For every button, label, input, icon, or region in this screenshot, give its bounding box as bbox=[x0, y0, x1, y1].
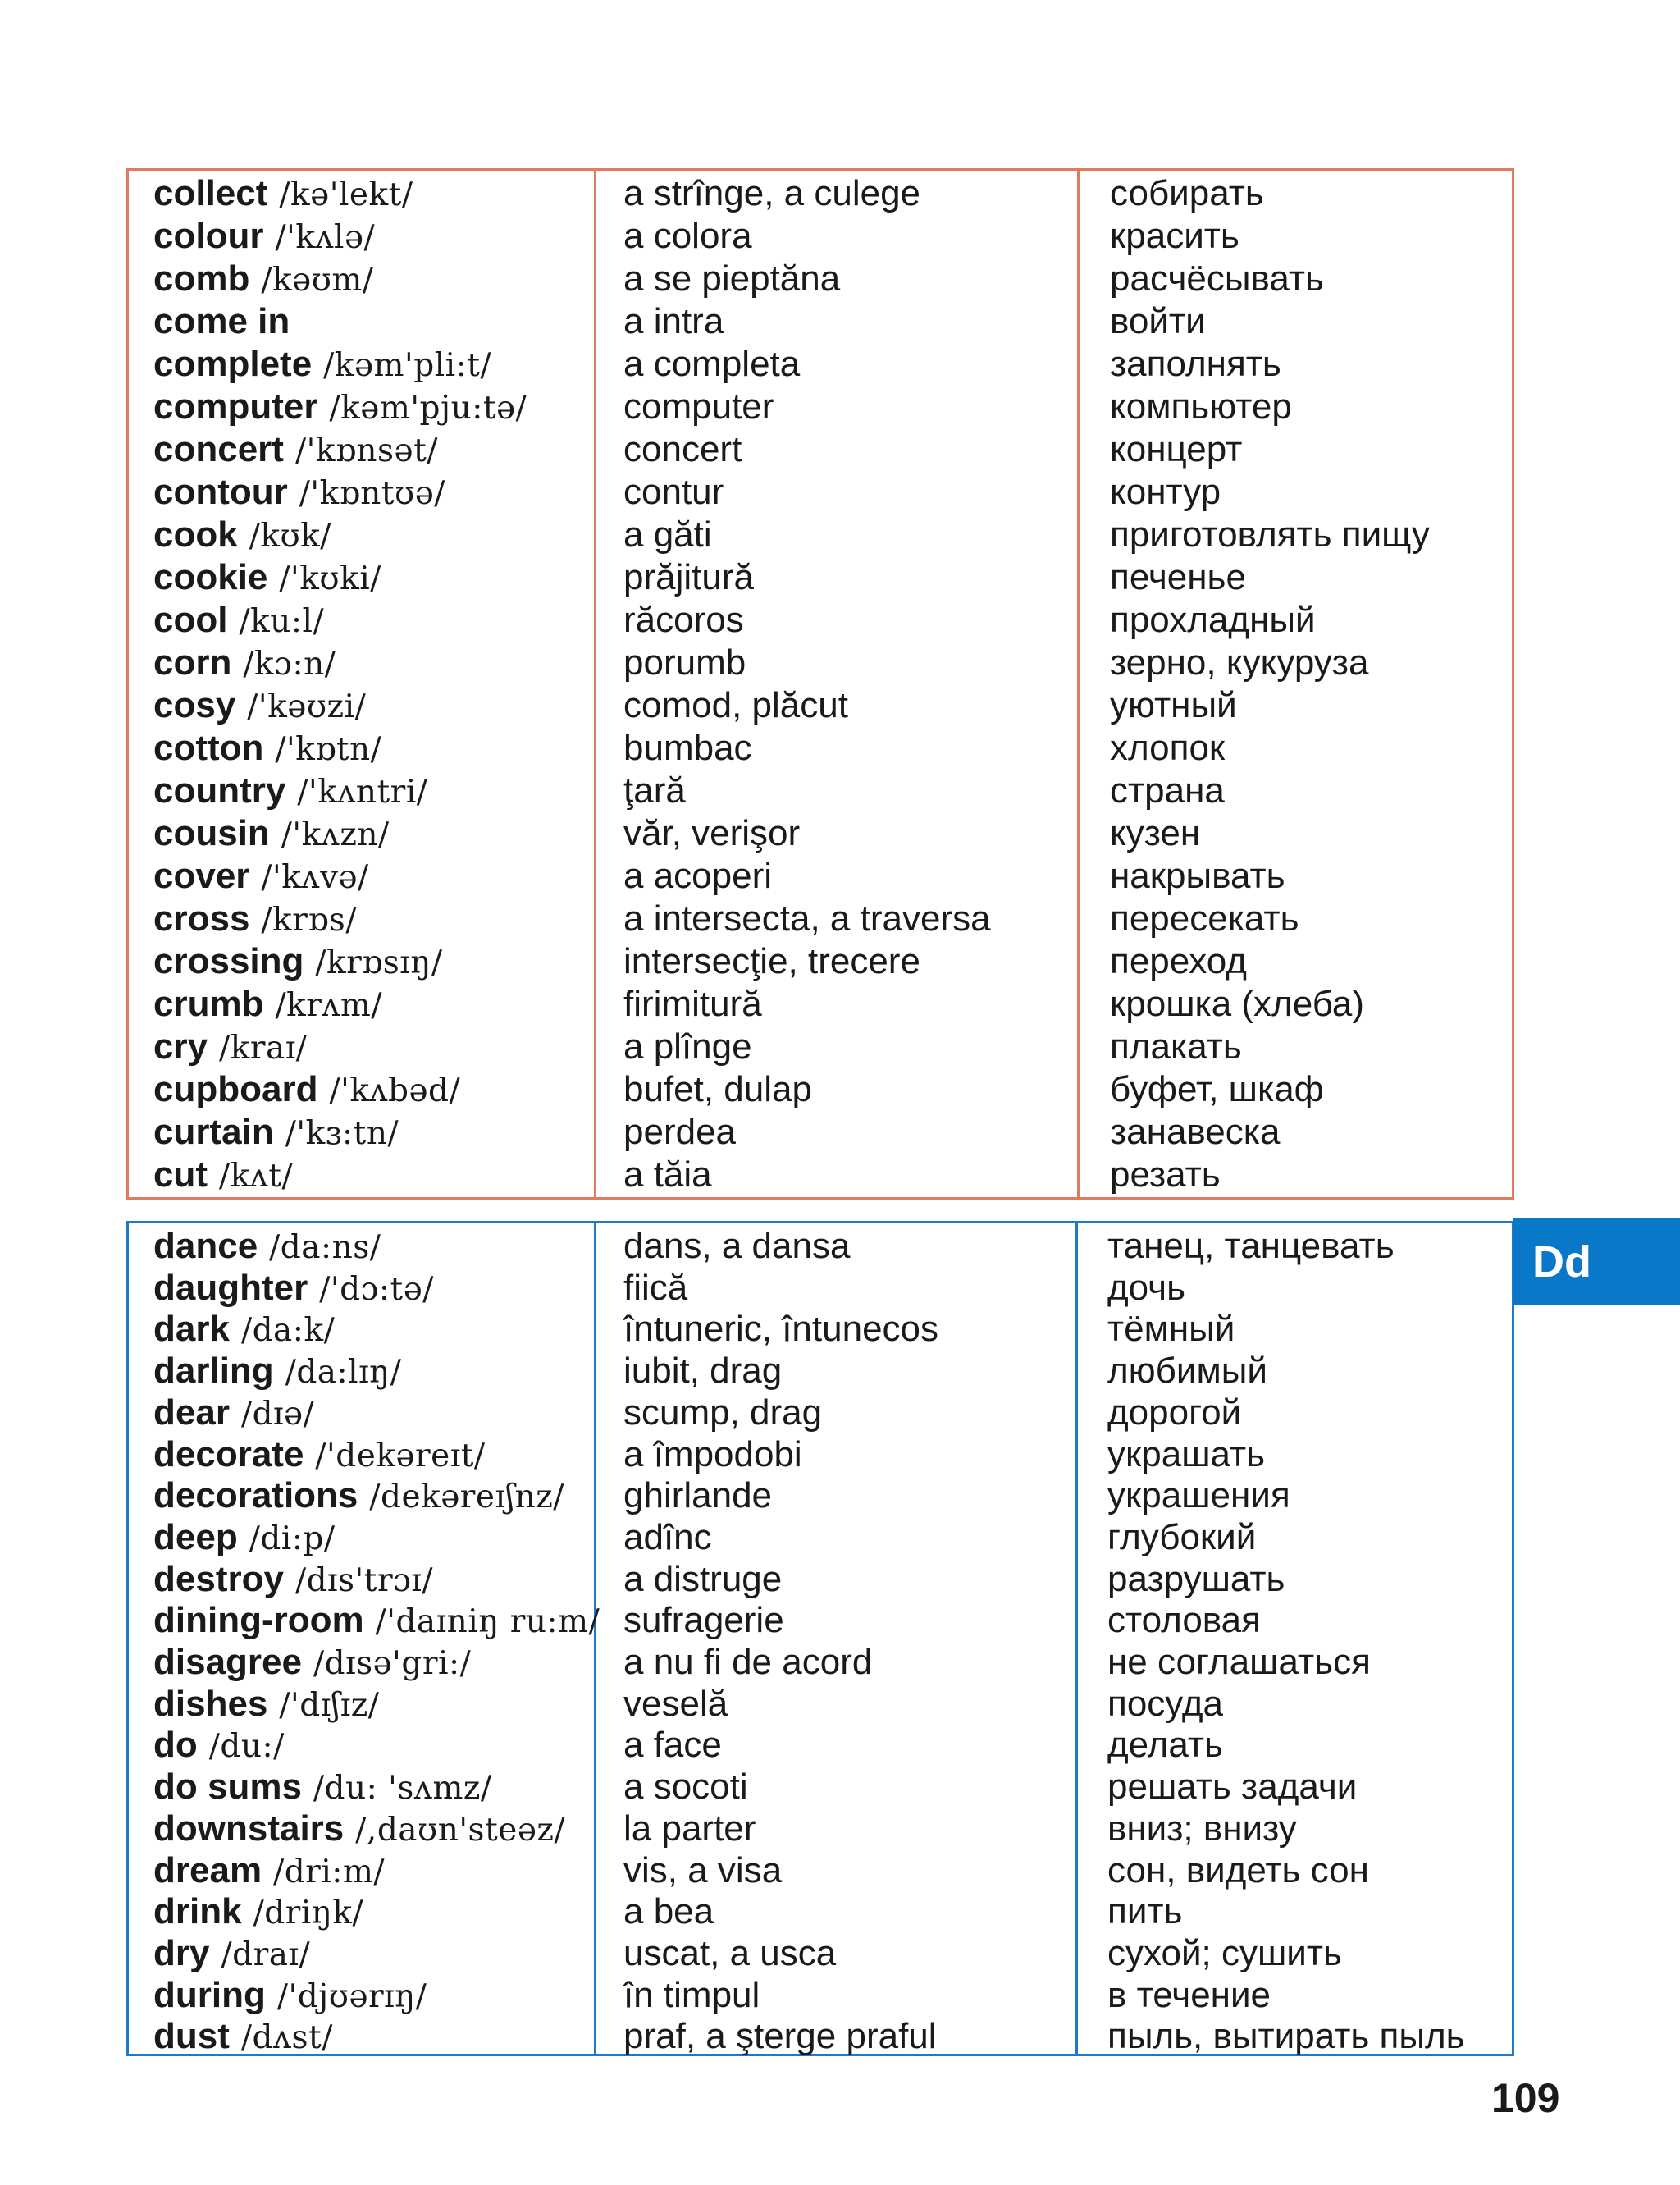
russian-translation: столовая bbox=[1107, 1600, 1261, 1641]
russian-translation: вниз; внизу bbox=[1107, 1808, 1297, 1849]
romanian-translation: firimitură bbox=[623, 984, 762, 1024]
table-row bbox=[129, 940, 1512, 983]
table-row bbox=[129, 812, 1512, 855]
russian-translation: прохладный bbox=[1110, 600, 1316, 640]
headword: comb bbox=[153, 258, 250, 299]
transcription: /'kʊki/ bbox=[279, 560, 381, 597]
russian-translation: кузен bbox=[1110, 813, 1201, 853]
table-row bbox=[129, 1641, 1512, 1683]
transcription: /dri:m/ bbox=[273, 1853, 386, 1890]
headword: dining-room bbox=[153, 1600, 364, 1641]
transcription: /'dɔ:tə/ bbox=[319, 1270, 434, 1308]
headword: contour bbox=[153, 472, 288, 512]
table-row bbox=[129, 1932, 1512, 1974]
transcription: /dɪs'trɔɪ/ bbox=[294, 1561, 434, 1599]
table-row bbox=[129, 514, 1512, 556]
russian-translation: хлопок bbox=[1110, 728, 1226, 768]
romanian-translation: computer bbox=[623, 386, 774, 427]
headword: cry bbox=[153, 1026, 208, 1067]
romanian-translation: scump, drag bbox=[623, 1392, 823, 1433]
english-entry bbox=[153, 428, 438, 473]
romanian-translation: răcoros bbox=[623, 600, 744, 640]
transcription: /'kʌzn/ bbox=[281, 816, 390, 853]
english-entry bbox=[153, 1974, 427, 2018]
english-entry bbox=[153, 940, 443, 985]
english-entry bbox=[153, 1392, 314, 1435]
transcription: /da:ns/ bbox=[269, 1229, 381, 1266]
russian-translation: посуда bbox=[1107, 1683, 1223, 1724]
table-row bbox=[129, 556, 1512, 599]
english-entry bbox=[153, 1111, 399, 1155]
english-entry bbox=[153, 343, 491, 387]
romanian-translation: comod, plăcut bbox=[623, 685, 848, 725]
russian-translation: крошка (хлеба) bbox=[1110, 984, 1365, 1024]
headword: disagree bbox=[153, 1642, 302, 1682]
romanian-translation: ghirlande bbox=[623, 1475, 773, 1516]
transcription: /'kəʊzi/ bbox=[247, 688, 367, 725]
headword: cover bbox=[153, 856, 250, 896]
transcription: /'dɪʃɪz/ bbox=[279, 1686, 380, 1724]
transcription: /,daʊn'steəz/ bbox=[355, 1811, 566, 1849]
headword: do sums bbox=[153, 1767, 302, 1808]
english-entry bbox=[153, 1267, 434, 1310]
english-entry bbox=[153, 1849, 385, 1893]
page-number: 109 bbox=[1491, 2075, 1560, 2121]
transcription: /da:k/ bbox=[240, 1312, 336, 1350]
table-row bbox=[129, 1392, 1512, 1433]
english-entry bbox=[153, 1308, 335, 1351]
transcription: /kraɪ/ bbox=[219, 1030, 308, 1067]
transcription: /kə'lekt/ bbox=[279, 176, 413, 213]
table-row bbox=[129, 770, 1512, 812]
headword: dance bbox=[153, 1226, 258, 1266]
transcription: /ku:l/ bbox=[239, 603, 325, 640]
romanian-translation: praf, a şterge praful bbox=[623, 2016, 937, 2057]
headword: crossing bbox=[153, 941, 304, 981]
russian-translation: уютный bbox=[1110, 685, 1237, 725]
russian-translation: любимый bbox=[1107, 1351, 1267, 1392]
russian-translation: пыль, вытирать пыль bbox=[1107, 2016, 1465, 2057]
transcription: /kʌt/ bbox=[219, 1158, 294, 1195]
transcription: /da:lɪŋ/ bbox=[285, 1354, 402, 1392]
english-entry bbox=[153, 1766, 492, 1809]
russian-translation: делать bbox=[1107, 1725, 1223, 1766]
romanian-translation: a împodobi bbox=[623, 1433, 802, 1474]
romanian-translation: a socoti bbox=[623, 1767, 748, 1808]
transcription: /driŋk/ bbox=[253, 1895, 364, 1932]
headword: dark bbox=[153, 1309, 230, 1350]
russian-translation: украшения bbox=[1107, 1475, 1290, 1516]
english-entry bbox=[153, 898, 357, 942]
russian-translation: в течение bbox=[1107, 1974, 1271, 2015]
transcription: /kəm'pli:t/ bbox=[323, 347, 492, 384]
romanian-translation: a se pieptăna bbox=[623, 258, 841, 299]
english-entry bbox=[153, 1068, 460, 1113]
english-entry bbox=[153, 599, 324, 643]
table-row bbox=[129, 1433, 1512, 1475]
transcription: /'kʌlə/ bbox=[275, 219, 376, 256]
table-row bbox=[129, 1111, 1512, 1154]
russian-translation: пить bbox=[1107, 1891, 1183, 1932]
table-row bbox=[129, 1974, 1512, 2016]
transcription: /dʌst/ bbox=[240, 2019, 333, 2057]
russian-translation: зерно, кукуруза bbox=[1110, 642, 1369, 683]
romanian-translation: a plînge bbox=[623, 1026, 752, 1067]
english-entry bbox=[153, 1890, 363, 1934]
english-entry bbox=[153, 386, 527, 430]
headword: cotton bbox=[153, 728, 264, 768]
headword: daughter bbox=[153, 1267, 308, 1308]
table-row bbox=[129, 1225, 1512, 1267]
romanian-translation: fiică bbox=[623, 1267, 688, 1308]
table-row bbox=[129, 898, 1512, 940]
headword: decorate bbox=[153, 1433, 304, 1474]
headword: cousin bbox=[153, 813, 270, 853]
table-row bbox=[129, 1599, 1512, 1641]
table-row bbox=[129, 215, 1512, 258]
romanian-translation: intersecţie, trecere bbox=[623, 941, 920, 981]
romanian-translation: a nu fi de acord bbox=[623, 1642, 873, 1682]
headword: crumb bbox=[153, 984, 264, 1024]
english-entry bbox=[153, 1808, 565, 1851]
transcription: /krʌm/ bbox=[275, 987, 383, 1024]
headword: cut bbox=[153, 1154, 208, 1195]
headword: dry bbox=[153, 1932, 210, 1973]
english-entry bbox=[153, 983, 382, 1027]
romanian-translation: ţară bbox=[623, 770, 686, 811]
table-row bbox=[129, 2015, 1512, 2057]
romanian-translation: bufet, dulap bbox=[623, 1069, 812, 1109]
english-entry bbox=[153, 1683, 379, 1726]
transcription: /draɪ/ bbox=[221, 1936, 311, 1973]
transcription: /du: 'sʌmz/ bbox=[313, 1770, 492, 1808]
russian-translation: танец, танцевать bbox=[1107, 1226, 1395, 1266]
headword: dust bbox=[153, 2016, 230, 2057]
transcription: /'kɒntʊə/ bbox=[299, 475, 445, 512]
headword: cross bbox=[153, 898, 250, 939]
english-entry bbox=[153, 642, 336, 686]
table-row bbox=[129, 172, 1512, 215]
table-row bbox=[129, 1808, 1512, 1849]
english-entry bbox=[153, 1154, 293, 1198]
russian-translation: решать задачи bbox=[1107, 1767, 1358, 1808]
romanian-translation: a găti bbox=[623, 514, 712, 555]
russian-translation: не соглашаться bbox=[1107, 1642, 1371, 1682]
russian-translation: глубокий bbox=[1107, 1516, 1257, 1557]
english-entry bbox=[153, 1026, 307, 1070]
table-row bbox=[129, 1516, 1512, 1558]
table-row bbox=[129, 983, 1512, 1026]
transcription: /dɪsə'gri:/ bbox=[313, 1645, 472, 1682]
transcription: /'kʌbəd/ bbox=[329, 1072, 461, 1109]
headword: concert bbox=[153, 429, 284, 469]
headword: decorations bbox=[153, 1475, 358, 1516]
english-entry bbox=[153, 1516, 336, 1560]
english-entry bbox=[153, 1724, 285, 1767]
table-row bbox=[129, 1068, 1512, 1111]
english-entry bbox=[153, 1558, 433, 1602]
russian-translation: расчёсывать bbox=[1110, 258, 1324, 299]
section-tab-dd: Dd bbox=[1513, 1218, 1680, 1305]
russian-translation: контур bbox=[1110, 472, 1221, 512]
headword: drink bbox=[153, 1891, 242, 1932]
headword: come in bbox=[153, 301, 290, 341]
romanian-translation: întuneric, întunecos bbox=[623, 1309, 939, 1350]
romanian-translation: a acoperi bbox=[623, 856, 773, 896]
headword: during bbox=[153, 1974, 266, 2015]
russian-translation: сухой; сушить bbox=[1107, 1932, 1342, 1973]
romanian-translation: a bea bbox=[623, 1891, 714, 1932]
russian-translation: украшать bbox=[1107, 1433, 1266, 1474]
romanian-translation: la parter bbox=[623, 1808, 756, 1849]
romanian-translation: a face bbox=[623, 1725, 722, 1766]
russian-translation: сон, видеть сон bbox=[1107, 1849, 1369, 1890]
romanian-translation: concert bbox=[623, 429, 742, 469]
russian-translation: занавеска bbox=[1110, 1112, 1281, 1152]
russian-translation: приготовлять пищу bbox=[1110, 514, 1430, 555]
headword: dear bbox=[153, 1392, 230, 1433]
transcription: /kɔ:n/ bbox=[243, 646, 336, 683]
romanian-translation: sufragerie bbox=[623, 1600, 784, 1641]
headword: cosy bbox=[153, 685, 236, 725]
table-row bbox=[129, 642, 1512, 684]
table-row bbox=[129, 1267, 1512, 1309]
english-entry bbox=[153, 514, 331, 558]
transcription: /dekəreɪʃnz/ bbox=[369, 1479, 564, 1516]
romanian-translation: a intra bbox=[623, 301, 724, 341]
russian-translation: дорогой bbox=[1107, 1392, 1242, 1433]
headword: deep bbox=[153, 1516, 238, 1557]
table-row bbox=[129, 727, 1512, 770]
vocabulary-table-c bbox=[126, 168, 1514, 1200]
table-row bbox=[129, 1308, 1512, 1350]
table-row bbox=[129, 1474, 1512, 1516]
transcription: /kəm'pju:tə/ bbox=[329, 390, 527, 427]
russian-translation: резать bbox=[1110, 1154, 1221, 1195]
english-entry bbox=[153, 471, 445, 515]
headword: cupboard bbox=[153, 1069, 318, 1109]
headword: do bbox=[153, 1725, 198, 1766]
transcription: /'kɒnsət/ bbox=[294, 432, 438, 469]
romanian-translation: în timpul bbox=[623, 1974, 760, 2015]
vocabulary-table-d bbox=[126, 1221, 1514, 2056]
transcription: /'djʊərɪŋ/ bbox=[276, 1977, 427, 2015]
table-row bbox=[129, 684, 1512, 727]
headword: cook bbox=[153, 514, 238, 555]
transcription: /krɒsɪŋ/ bbox=[315, 944, 443, 981]
transcription: /krɒs/ bbox=[261, 902, 357, 939]
headword: curtain bbox=[153, 1112, 274, 1152]
table-row bbox=[129, 386, 1512, 428]
romanian-translation: contur bbox=[623, 472, 724, 512]
headword: colour bbox=[153, 216, 264, 256]
romanian-translation: a tăia bbox=[623, 1154, 712, 1195]
romanian-translation: văr, verişor bbox=[623, 813, 801, 853]
table-row bbox=[129, 1558, 1512, 1600]
transcription: /dɪə/ bbox=[240, 1395, 315, 1433]
english-entry bbox=[153, 855, 369, 899]
headword: dishes bbox=[153, 1683, 268, 1724]
romanian-translation: vis, a visa bbox=[623, 1849, 783, 1890]
headword: destroy bbox=[153, 1558, 284, 1599]
transcription: /'kʌntri/ bbox=[297, 774, 428, 811]
english-entry bbox=[153, 1433, 486, 1477]
romanian-translation: a colora bbox=[623, 216, 752, 256]
romanian-translation: porumb bbox=[623, 642, 746, 683]
table-row bbox=[129, 428, 1512, 471]
table-row bbox=[129, 1724, 1512, 1766]
english-entry bbox=[153, 215, 375, 259]
russian-translation: плакать bbox=[1110, 1026, 1242, 1067]
romanian-translation: prăjitură bbox=[623, 557, 754, 597]
russian-translation: буфет, шкаф bbox=[1110, 1069, 1324, 1109]
transcription: /'kɜ:tn/ bbox=[285, 1115, 399, 1152]
english-entry bbox=[153, 300, 301, 345]
headword: complete bbox=[153, 344, 313, 384]
headword: darling bbox=[153, 1351, 274, 1392]
table-row bbox=[129, 1766, 1512, 1808]
headword: corn bbox=[153, 642, 232, 683]
romanian-translation: adînc bbox=[623, 1516, 712, 1557]
english-entry bbox=[153, 1350, 401, 1393]
transcription: /du:/ bbox=[208, 1728, 285, 1766]
table-row bbox=[129, 258, 1512, 300]
headword: collect bbox=[153, 173, 268, 213]
headword: cookie bbox=[153, 557, 268, 597]
table-row bbox=[129, 1026, 1512, 1068]
russian-translation: компьютер bbox=[1110, 386, 1292, 427]
russian-translation: разрушать bbox=[1107, 1558, 1285, 1599]
headword: country bbox=[153, 770, 286, 811]
romanian-translation: a strînge, a culege bbox=[623, 173, 921, 213]
transcription: /'kʌvə/ bbox=[261, 859, 369, 896]
table-row bbox=[129, 1890, 1512, 1932]
table-row bbox=[129, 343, 1512, 386]
english-entry bbox=[153, 770, 427, 814]
english-entry bbox=[153, 684, 366, 729]
romanian-translation: perdea bbox=[623, 1112, 737, 1152]
romanian-translation: a completa bbox=[623, 344, 801, 384]
russian-translation: красить bbox=[1110, 216, 1239, 256]
english-entry bbox=[153, 2015, 333, 2059]
russian-translation: собирать bbox=[1110, 173, 1264, 213]
english-entry bbox=[153, 258, 374, 302]
transcription: /'kɒtn/ bbox=[275, 731, 382, 768]
romanian-translation: dans, a dansa bbox=[623, 1226, 851, 1266]
english-entry bbox=[153, 556, 381, 601]
headword: cool bbox=[153, 600, 228, 640]
russian-translation: концерт bbox=[1110, 429, 1243, 469]
russian-translation: страна bbox=[1110, 770, 1225, 811]
table-row bbox=[129, 1350, 1512, 1392]
english-entry bbox=[153, 172, 413, 217]
romanian-translation: veselă bbox=[623, 1683, 728, 1724]
table-row bbox=[129, 471, 1512, 514]
headword: dream bbox=[153, 1849, 262, 1890]
russian-translation: тёмный bbox=[1107, 1309, 1235, 1350]
english-entry bbox=[153, 727, 381, 771]
russian-translation: войти bbox=[1110, 301, 1206, 341]
romanian-translation: a intersecta, a traversa bbox=[623, 898, 991, 939]
russian-translation: переход bbox=[1110, 941, 1247, 981]
romanian-translation: uscat, a usca bbox=[623, 1932, 837, 1973]
table-row bbox=[129, 1154, 1512, 1196]
transcription: /'dekəreɪt/ bbox=[315, 1437, 486, 1474]
table-row bbox=[129, 855, 1512, 898]
romanian-translation: iubit, drag bbox=[623, 1351, 783, 1392]
romanian-translation: bumbac bbox=[623, 728, 752, 768]
english-entry bbox=[153, 1932, 310, 1976]
english-entry bbox=[153, 1641, 471, 1684]
english-entry bbox=[153, 812, 390, 857]
russian-translation: дочь bbox=[1107, 1267, 1186, 1308]
english-entry bbox=[153, 1599, 600, 1643]
table-row bbox=[129, 1683, 1512, 1725]
russian-translation: заполнять bbox=[1110, 344, 1281, 384]
table-row bbox=[129, 1849, 1512, 1891]
transcription: /'daɪniŋ ru:m/ bbox=[375, 1603, 600, 1641]
headword: computer bbox=[153, 386, 318, 427]
english-entry bbox=[153, 1474, 564, 1518]
russian-translation: накрывать bbox=[1110, 856, 1285, 896]
transcription: /di:p/ bbox=[249, 1520, 336, 1557]
romanian-translation: a distruge bbox=[623, 1558, 783, 1599]
russian-translation: пересекать bbox=[1110, 898, 1299, 939]
table-row bbox=[129, 300, 1512, 343]
transcription: /kəʊm/ bbox=[261, 262, 374, 299]
headword: downstairs bbox=[153, 1808, 345, 1849]
english-entry bbox=[153, 1225, 381, 1268]
transcription: /kʊk/ bbox=[249, 518, 331, 555]
table-row bbox=[129, 599, 1512, 642]
russian-translation: печенье bbox=[1110, 557, 1246, 597]
